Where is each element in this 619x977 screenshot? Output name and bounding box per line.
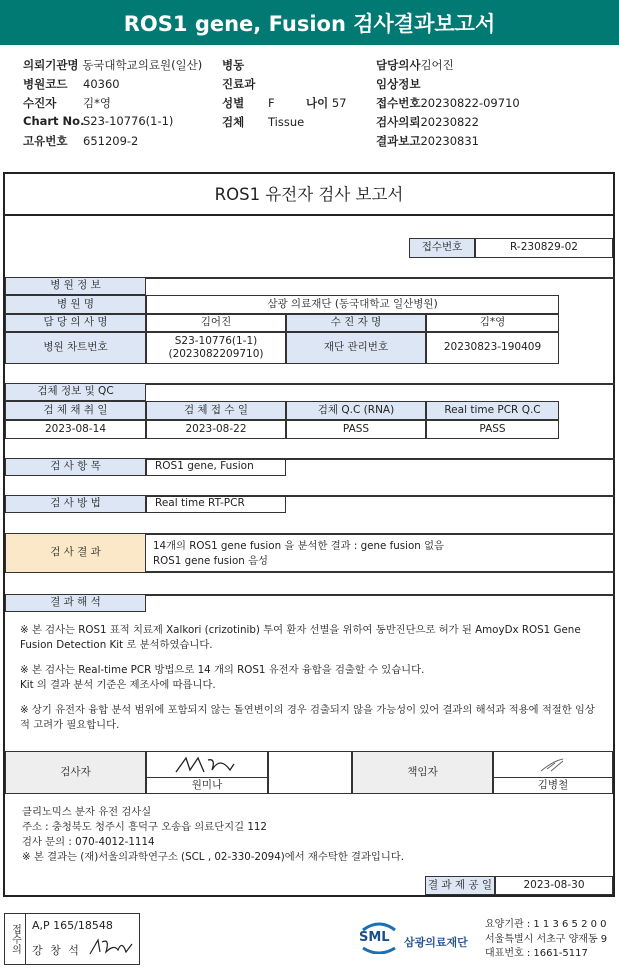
responsible-label: 책임자 xyxy=(352,751,493,794)
foundation-value: 20230823-190409 xyxy=(426,332,559,364)
result-label: 검 사 결 과 xyxy=(5,533,146,573)
banner-title: ROS1 gene, Fusion 검사결과보고서 xyxy=(123,11,496,36)
doctor-value: 김어진 xyxy=(146,314,286,332)
logo-text: SML xyxy=(359,930,390,945)
responsible-name: 김병철 xyxy=(493,777,613,794)
result-date: 2023-08-30 xyxy=(495,876,613,895)
chart-value: S23-10776(1-1) (2023082209710) xyxy=(146,332,286,364)
tester-name: 원미나 xyxy=(146,777,268,794)
stamp-line2: 강 창 석 xyxy=(32,944,81,957)
patient-label: 수 진 자 명 xyxy=(286,314,426,332)
result-date-label: 결 과 제 공 일 xyxy=(425,876,495,895)
header-col1: 의뢰기관명 동국대학교의료원(일산) 병원코드 40360 수진자 김*영 Chart No.S23-10776(1-1) 고유번호 651209-2 xyxy=(23,58,203,148)
empty-cell xyxy=(268,751,352,794)
result-text: 14개의 ROS1 gene fusion 을 분석한 결과 : gene fusion 없음 ROS1 gene fusion 음성 xyxy=(153,540,444,567)
receive-date: 2023-08-22 xyxy=(146,420,286,439)
foundation-label: 재단 관리번호 xyxy=(286,332,426,364)
receipt-label: 접수번호 xyxy=(409,238,475,258)
tester-signature-mark xyxy=(172,754,242,776)
doctor-label: 담 당 의 사 명 xyxy=(5,314,146,332)
qc-rna-label: 검체 Q.C (RNA) xyxy=(286,401,426,420)
collect-date-label: 검 체 채 취 일 xyxy=(5,401,146,420)
responsible-signature-mark xyxy=(533,755,573,775)
stamp-line1: A,P 165/18548 xyxy=(32,919,113,932)
chart-label: 병원 차트번호 xyxy=(5,332,146,364)
qc-pcr-value: PASS xyxy=(426,420,559,439)
patient-value: 김*영 xyxy=(426,314,559,332)
qc-rna-value: PASS xyxy=(286,420,426,439)
collect-date: 2023-08-14 xyxy=(5,420,146,439)
method-value: Real time RT-PCR xyxy=(146,495,286,513)
specimen-section-label: 검체 정보 및 QC xyxy=(5,383,146,401)
hospital-section-label: 병 원 정 보 xyxy=(5,277,146,295)
org-info: 요양기관 : 1 1 3 6 5 2 0 0 서울특별시 서초구 양재동 9 대표번호 : 1661-5117 xyxy=(485,919,608,959)
receive-date-label: 검 체 접 수 일 xyxy=(146,401,286,420)
interp-text: ※ 본 검사는 ROS1 표적 치료제 Xalkori (crizotinib) 투여 환자 선별을 위하여 동반진단으로 허가 된 AmoyDx ROS1 Gene Fusion Detection Kit 로 분석하였습니다. ※ 본 검사는 Real-time PCR 방법으로 14 개의 ROS1 유전자 융합을 검출할 수 있습니다. Kit 의 결과 분석 기준은 제조사에 따릅니다. ※ 상기 유전자 융합 분석 범위에 포함되지 않는 돌연변이의 경우 검출되지 않을 가능성이 있어 결과의 해석과 적용에 적절한 임상 적 고려가 필요합니다. xyxy=(20,624,595,731)
header-col3: 담당의사김어진 임상정보 접수번호20230822-09710 검사의뢰20230822 결과보고20230831 xyxy=(376,58,520,148)
hospital-name: 삼광 의료재단 (동국대학교 일산병원) xyxy=(146,295,559,314)
stamp-label: 접수의 xyxy=(4,913,26,965)
report-title: ROS1 유전자 검사 보고서 xyxy=(3,172,615,216)
stamp-signature xyxy=(88,936,134,958)
responsible-signature xyxy=(493,751,613,778)
tester-label: 검사자 xyxy=(5,751,146,794)
method-label: 검 사 방 법 xyxy=(5,495,146,513)
interp-label: 결 과 해 석 xyxy=(5,594,146,612)
hospital-name-label: 병 원 명 xyxy=(5,295,146,314)
receipt-value: R-230829-02 xyxy=(475,238,613,258)
tester-signature xyxy=(146,751,268,778)
item-value: ROS1 gene, Fusion xyxy=(146,458,286,476)
qc-pcr-label: Real time PCR Q.C xyxy=(426,401,559,420)
report-banner xyxy=(0,0,619,45)
logo-name: 삼광의료재단 xyxy=(404,936,468,949)
lab-footer: 클리노믹스 분자 유전 검사실 주소 : 충청북도 청주시 흥덕구 오송읍 의료단지길 112 검사 문의 : 070-4012-1114 ※ 본 결과는 (재)서울의과학연구소 (SCL , 02-330-2094)에서 재수탁한 결과입니다. xyxy=(22,806,405,863)
item-label: 검 사 항 목 xyxy=(5,458,146,476)
header-col2: 병동 진료과 성별 F 나이 57 검체 Tissue xyxy=(222,58,347,129)
